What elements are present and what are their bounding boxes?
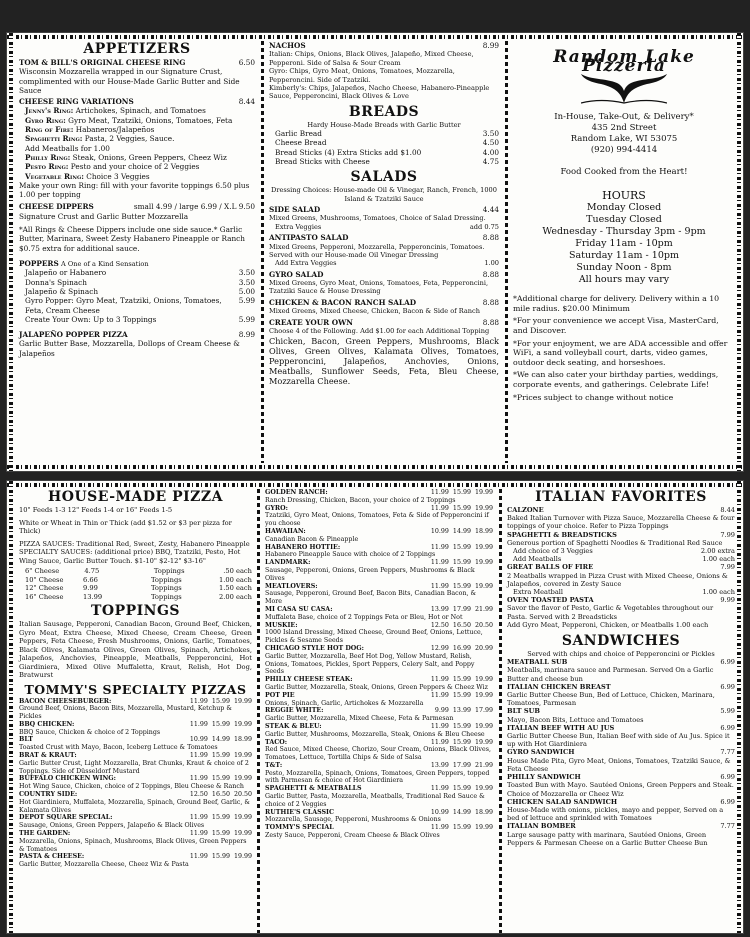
jpizza-desc: Garlic Butter Base, Mozzarella, Dollops of Cream Cheese & Jalapeños [19,339,240,358]
dippers-desc: Signature Crust and Garlic Butter Mozzarella [19,211,189,221]
specialty-pizza-desc: Ranch Dressing, Chicken, Bacon, your choice of 2 Toppings [265,496,456,504]
variation-item: Jenny's Ring: Artichokes, Spinach, and Tomatoes [25,106,206,116]
hours-title: HOURS [602,189,646,203]
dippers-title: CHEESE DIPPERS [19,202,94,212]
specialty-pizza-desc: Garlic Butter, Mozzarella, Steak, Onions, Green Peppers & Cheez Wiz [265,683,488,691]
specialty-pizza-name: HAWAIIAN: [265,527,306,535]
hours-line: Monday Closed [586,202,662,214]
salad-desc: Mixed Greens, Pepperoni, Mozzarella, Pepperoncinis, Tomatoes. Served with our House-made Oil Vinegar Dressing [269,242,485,259]
sandwich-name: ITALIAN BEEF WITH AU JUS [507,723,615,732]
info-note: *We can also cater your birthday parties, weddings, corporate events, and gatherings. Celebrate Life! [513,370,719,389]
size-row: 6" Cheese 4.75 Toppings .50 each [25,567,252,575]
address: 435 2nd Street [591,122,657,133]
size-row: 10" Cheese 6.66 Toppings 1.00 each [25,575,252,584]
balls-addon: Extra Meatball 1.00 each [513,588,735,597]
sandwich-name: MEATBALL SUB [507,658,568,667]
service-line: In-House, Take-Out, & Delivery* [554,111,694,122]
specialty-pizza-price: 11.99 15.99 19.99 [430,543,493,551]
hours-line: Sunday Noon - 8pm [576,262,672,274]
sandwich-price: 6.99 [720,773,735,782]
specialty-pizza-desc: Garlic Butter, Mozzarella Cheese, Cheez Wiz & Pasta [19,861,189,869]
salad-price: 8.88 [482,317,499,327]
spag-price: 7.99 [720,530,735,539]
salad-desc: Mixed Greens, Mushrooms, Tomatoes, Choice of Salad Dressing. [269,214,486,223]
oven-name: OVEN TOASTED PASTA [507,596,594,605]
specialty-pizza-price: 10.99 14.99 18.99 [430,808,493,816]
specialty-pizza-desc: Mozzarella, Sausage, Pepperoni, Mushrooms & Onions [265,816,441,824]
sauce-note: *All Rings & Cheese Dippers include one side sauce.* Garlic Butter, Marinara, Sweet Zesty Habanero Pineapple or Ranch $0.75 extra for additional sauce. [19,225,245,253]
spag-desc: Generous portion of Spaghetti Noodles & Traditional Red Sauce [507,538,723,547]
variations-title: CHEESE RING VARIATIONS [19,97,134,107]
specialty-pizza-name: MI CASA SU CASA: [265,605,333,613]
breads-subtitle: Hardy House-Made Breads with Garlic Butter [307,120,461,129]
specialty-pizza-price: 9.99 13.99 17.99 [434,707,493,715]
popper-item: Create Your Own: Up to 3 Toppings 5.99 [25,314,255,324]
specialty-pizza-price: 11.99 15.99 19.99 [430,559,493,567]
sandwich-price: 6.99 [720,682,735,691]
sandwich-desc: Large sausage patty with marinara, Sautéed Onions, Green Peppers & Parmesan Cheese on a Garlic Butter Cheese Bun [507,830,708,847]
specialty-pizza [265,544,493,560]
nachos-price: 8.99 [482,41,499,50]
specialty-pizza-name: GOLDEN RANCH: [265,489,328,496]
specialty-pizza-desc: Habanero Pineapple Sauce with choice of 2 Toppings [265,551,436,559]
salad-name: SIDE SALAD [269,205,321,215]
salad-name: CHICKEN & BACON RANCH SALAD [269,297,417,307]
specialty-pizza-name: HABANERO HOTTIE: [265,543,341,551]
size-row: 12" Cheese 9.99 Toppings 1.50 each [25,584,252,592]
variation-item: Gyro Ring: Gyro Meat, Tzatziki, Onions, Tomatoes, Feta [25,115,233,125]
sandwich [507,724,735,749]
specialty-pizza [265,692,493,708]
sandwich-name: BLT SUB [507,707,540,716]
specialty-pizza-desc: Mozzarella, Onions, Spinach, Mushrooms, Black Olives, Green Peppers & Tomatoes [19,837,247,853]
salad-desc: Mixed Greens, Mixed Cheese, Chicken, Bacon & Side of Ranch [269,307,480,316]
specialty-pizza [265,489,493,505]
crust-line: White or Wheat in Thin or Thick (add $1.52 or $3 per pizza for Thick) [19,518,232,535]
oven-desc: Savor the flavor of Pesto, Garlic & Vegetables throughout our Pasta. Served with 2 Breadsticks [507,604,714,621]
specialty-pizza-name: GYRO: [265,504,288,512]
poppers-subtitle: A One of a Kind Sensation [61,259,149,268]
salad-extra: Add Extra Veggies 1.00 [275,259,499,268]
specialty-pizza-name: COUNTRY SIDE: [19,791,78,799]
breads-title: BREADS [348,103,420,120]
phone: (920) 994-4414 [590,144,658,155]
specialty-pizza [265,622,493,645]
restaurant-logo: Random Lake Pizzeria [553,47,695,77]
salad-desc: Choose 4 of the Following. Add $1.00 for each Additional Topping [269,326,490,335]
specialty-pizza-price: 11.99 15.99 19.99 [430,722,493,730]
menu-top-panel [6,32,744,472]
nachos-title: NACHOS [269,41,306,50]
sandwich [507,798,735,823]
salad-price: 8.88 [482,297,499,307]
nachos-breads-salads-section [269,41,499,386]
specialty-pizza-price: 11.99 15.99 19.99 [430,676,493,684]
jpizza-price: 8.99 [238,330,255,340]
specialty-pizza-desc: Garlic Butter, Pasta, Mozzarella, Meatballs, Traditional Red Sauce & choice of 2 Veggies [265,793,485,808]
bread-item: Cheese Bread 4.50 [275,138,499,148]
specialty-pizza-desc: Ground Beef, Onions, Bacon Bits, Mozzarella, Mustard, Ketchup & Pickles [19,705,232,721]
specialty-pizza-price: 11.99 15.99 19.99 [430,785,493,793]
sandwich-desc: Meatballs, marinara sauce and Parmesan. Served On a Garlic Butter and cheese bun [507,666,714,683]
specialty-pizza-name: MEATLOVERS: [265,582,318,590]
oven-price: 9.99 [720,596,735,605]
specialty-pizza-desc: Sausage, Pepperoni, Onions, Green Peppers, Mushrooms & Black Olives [265,566,475,582]
pizza-sauces: PIZZA SAUCES: Traditional Red, Sweet, Zesty, Habanero Pineapple [19,539,250,548]
sandwich-price: 6.99 [720,658,735,667]
info-note: *Additional charge for delivery. Delivery within a 10 mile radius. $20.00 Minimum [513,294,720,313]
specialty-pizza [19,698,252,721]
specialty-pizza-desc: Tzatziki, Gyro Meat, Onions, Tomatoes, Feta & Side of Pepperoncini if you choose [265,512,489,528]
sandwich-desc: House Made Pita, Gyro Meat, Onions, Tomatoes, Tzatziki Sauce, & Feta Cheese [507,756,731,773]
info-note: *For your enjoyment, we are ADA accessible and offer WiFi, a sand volleyball court, darts, video games, outdoor deck seating, and horseshoes. [513,338,728,367]
specialty-title: TOMMY'S SPECIALTY PIZZAS [24,681,247,697]
italian-sandwich-section [507,489,735,847]
appetizers-section [19,41,255,358]
specialty-pizza [265,739,493,762]
specialty-pizza-desc: Sausage, Pepperoni, Ground Beef, Bacon Bits, Canadian Bacon, & More [265,590,477,606]
salad-name: ANTIPASTO SALAD [269,233,349,243]
whale-tail-icon [581,74,667,104]
specialty-pizza-desc: Pesto, Mozzarella, Spinach, Onions, Tomatoes, Green Peppers, topped with Parmesan & choice of Hot Giardiniera [265,769,490,785]
specialty-pizza [265,707,493,723]
variation-item: Spaghetti Ring: Pasta, 2 Veggies, Sauce. [25,134,175,144]
specialty-pizza-desc: Hot Wing Sauce, Chicken, choice of 2 Toppings, Bleu Cheese & Ranch [19,783,244,791]
sandwich [507,707,735,723]
specialty-pizza-price: 11.99 15.99 19.99 [189,720,252,728]
salad-price: 8.88 [482,269,499,279]
specialty-pizza-name: SPAGHETTI & MEATBALLS [265,785,362,793]
specialty-pizza [265,723,493,739]
spag-addon: Add choice of 3 Veggies 2.00 extra [513,547,735,556]
balls-name: GREAT BALLS OF FIRE [507,563,594,572]
salad-desc: Mixed Greens, Gyro Meat, Onions, Tomatoes, Feta, Pepperoncini, Tzatziki Sauce & House Dressing [269,279,489,296]
specialty-pizza-name: TACO: [265,738,288,746]
specialty-pizza [265,645,493,676]
restaurant-info [513,43,735,402]
specialty-pizza-name: STEAK & BLEU: [265,722,322,730]
city: Random Lake, WI 53075 [570,133,678,144]
specialty-pizza-price: 11.99 15.99 19.99 [189,752,252,760]
sandwich-desc: House-Made with onions, pickles, mayo and pepper, Served on a bed of lettuce and sprinkled with Tomatoes [507,805,724,823]
sandwich-name: ITALIAN BOMBER [507,822,576,831]
specialty-pizza [265,809,493,825]
specialty-pizza-price: 11.99 15.99 19.99 [189,814,252,822]
sandwich-price: 7.77 [720,822,735,831]
toppings-title: TOPPINGS [90,603,181,619]
specialty-pizza-name: POT PIE [265,691,295,699]
sandwich-desc: Toasted Bun with Mayo. Sautéed Onions, Green Peppers and Steak. Choice of Mozzarella or Cheez Wiz [507,781,734,798]
salad-extra: Extra Veggies add 0.75 [275,222,499,231]
specialty-pizza [265,528,493,544]
sandwich-price: 5.99 [720,707,735,716]
sandwich-price: 6.99 [720,797,735,806]
appetizers-title: APPETIZERS [83,41,191,57]
spag-addon: Add Meatballs 1.00 each [513,555,735,564]
specialty-pizza-name: LANDMARK: [265,559,311,567]
specialty-pizza [19,814,252,830]
hours-line: All hours may vary [578,274,670,286]
poppers-title: POPPERS [19,258,59,268]
cheese-ring-desc: Wisconsin Mozzarella wrapped in our Signature Crust, complimented with our House-Made Garlic Butter and Side Sauce [19,67,240,95]
jpizza-title: JALAPEÑO POPPER PIZZA [19,330,128,340]
info-note: *Prices subject to change without notice [513,392,674,402]
specialty-pizza [265,762,493,785]
specialty-pizza-desc: Garlic Butter, Mushrooms, Mozzarella, Steak, Onions & Bleu Cheese [265,730,485,738]
popper-item: Gyro Popper: Gyro Meat, Tzatziki, Onions, Tomatoes, Feta, Cream Cheese 5.99 [25,296,255,315]
salad-name: CREATE YOUR OWN [269,317,353,327]
variation-item: Philly Ring: Steak, Onions, Green Peppers, Cheez Wiz [25,152,227,162]
specialty-pizza [265,785,493,808]
variation-item: Vegetable Ring: Choice 3 Veggies [25,171,150,181]
italian-title: ITALIAN FAVORITES [535,489,707,505]
sandwich [507,683,735,708]
dippers-prices: small 4.99 / large 6.99 / X.L 9.50 [133,202,255,212]
specialty-pizza [265,559,493,582]
variation-item: Ring of Fire: Habaneros/Jalapeños [25,125,155,135]
salad-create-list: Chicken, Bacon, Green Peppers, Mushrooms, Black Olives, Green Olives, Kalamata Olives, Tomatoes, Pepperoncini, Jalapeños, Anchovies, Onions, Meatballs, Sunflower Seeds, Feta, Bleu Cheese, Mozzarella Cheese. [269,336,499,387]
specialty-pizza-name: RUTHIE'S CLASSIC [265,808,335,816]
salads-dressing: Dressing Choices: House-made Oil & Vinegar, Ranch, French, 1000 Island & Tzatziki Sauce [271,186,497,203]
size-row: 16" Cheese 13.99 Toppings 2.00 each [25,592,252,601]
specialty-pizza-name: MUSKIE: [265,621,298,629]
specialty-pizza-name: PASTA & CHEESE: [19,853,85,861]
sandwich [507,773,735,798]
variation-item: Add Meatballs for 1.00 [25,143,110,153]
hours-line: Tuesday Closed [586,214,662,226]
specialty-pizza-price: 11.99 15.99 19.99 [430,489,493,496]
specialty-pizza-name: REGGIE WHITE: [265,707,324,715]
salads-title: SALADS [350,169,418,186]
specialty-pizza-name: BACON CHEESEBURGER: [19,697,112,705]
sandwiches-subtitle: Served with chips and choice of Pepperoncini or Pickles [527,650,715,659]
specialty-pizza-name: T&T: [265,761,283,769]
hours-line: Saturday 11am - 10pm [569,250,679,262]
specialty-pizza [265,676,493,692]
specialty-pizza-price: 12.50 16.50 20.50 [189,791,252,799]
calzone-price: 8.44 [720,506,735,514]
specialty-pizza-price: 10.99 14.99 18.99 [189,736,252,744]
specialty-pizza-desc: Sausage, Onions, Green Peppers, Jalapeño & Black Olives [19,822,205,830]
specialty-pizza-price: 11.99 15.99 19.99 [189,775,252,783]
cheese-ring-name: TOM & BILL'S ORIGINAL CHEESE RING [19,58,186,67]
info-note: *For your convenience we accept Visa, MasterCard, and Discover. [513,316,719,335]
nachos-kimberly: Kimberly's: Chips, Jalapeños, Nacho Cheese, Habanero-Pineapple Sauce, Pepperoncini, Black Olives & Love [269,83,490,101]
specialty-pizza [19,853,252,869]
specialty-pizza-desc: Muffaleta Base, choice of 2 Toppings Feta or Bleu, Hot or Not [265,613,463,621]
sandwich-desc: Mayo, Bacon Bits, Lettuce and Tomatoes [507,715,644,724]
specialty-pizza-name: CHICAGO STYLE HOT DOG: [265,644,364,652]
balls-price: 7.99 [720,563,735,572]
popper-item: Jalapeño & Spinach 5.00 [25,286,255,296]
specialty-pizza-desc: Toasted Crust with Mayo, Bacon, Iceberg Lettuce & Tomatoes [19,744,218,752]
hours-line: Wednesday - Thursday 3pm - 9pm [542,226,706,238]
specialty-pizza-price: 11.99 15.99 19.99 [430,504,493,512]
specialty-pizza-price: 13.99 17.99 21.99 [430,761,493,769]
specialty-pizza [19,721,252,737]
specialty-pizza-name: TOMMY'S SPECIAL [265,824,334,832]
sandwich [507,748,735,773]
specialty-pizza-name: BLT [19,736,33,744]
salad-name: GYRO SALAD [269,269,324,279]
sandwich-price: 6.99 [720,723,735,732]
sandwich-desc: Garlic Butter Cheese Bun, Italian Beef with side of Au Jus. Spice it up with Hot Giardiniera [507,732,730,749]
specialty-pizza-price: 11.99 15.99 19.99 [430,824,493,832]
salad-price: 4.44 [482,205,499,215]
specialty-pizza-desc: Red Sauce, Mixed Cheese, Chorizo, Sour Cream, Onions, Black Olives, Tomatoes, Lettuce, Tortilla Chips & Side of Salsa [265,746,491,762]
specialty-pizza-desc: BBQ Sauce, Chicken & choice of 2 Toppings [19,728,161,736]
sandwich-name: CHICKEN SALAD SANDWICH [507,797,618,806]
sizes-line: 10" Feeds 1-3 12" Feeds 1-4 or 16" Feeds 1-5 [19,506,173,514]
specialty-pizza-name: THE GARDEN: [19,830,71,838]
nachos-gyro: Gyro: Chips, Gyro Meat, Onions, Tomatoes, Mozzarella, Pepperoncini. Side of Tzatziki. [269,67,455,84]
bread-item: Bread Sticks (4) Extra Sticks add $1.00 4.00 [275,147,499,157]
specialty-pizza [265,606,493,622]
bread-item: Bread Sticks with Cheese 4.75 [275,157,499,167]
specialty-pizza-price: 10.99 14.99 18.99 [430,527,493,535]
toppings-list: Italian Sausage, Pepperoni, Canadian Bacon, Ground Beef, Chicken, Gyro Meat, Extra Cheese, Mixed Cheese, Cream Cheese, Green Peppers, Feta Cheese, Fresh Mushrooms, Onions, Garlic, Tomatoes, Black Olives, Kalamata Olives, Green Olives, Spinach, Artichokes, Jalapeños, Anchovies, Pineapple, Meatballs, Pepperoncini, Hot Giardiniera, Mixed Olive Muffaletta, Kraut, Relish, Hot Dog, Bratwurst [19,620,252,679]
specialty-pizza-price: 12.99 16.99 20.99 [430,644,493,652]
specialty-pizza-price: 11.99 15.99 19.99 [189,853,252,861]
specialty-pizza [19,830,252,853]
specialty-pizza [265,505,493,528]
specialty-pizza-name: PHILLY CHEESE STEAK: [265,676,353,684]
specialty-pizza-name: BRAT & KRAUT: [19,752,77,760]
spag-name: SPAGHETTI & BREADSTICKS [507,530,617,539]
sandwiches-title: SANDWICHES [561,633,681,650]
specialty-pizzas-section [265,489,493,840]
cheese-ring-price: 6.50 [238,58,255,67]
specialty-pizza [19,736,252,752]
oven-addon: Add Gyro Meat, Pepperoni, Chicken, or Meatballs 1.00 each [507,620,709,629]
specialty-pizza-desc: Garlic Butter, Mozzarella, Beef Hot Dog, Yellow Mustard, Relish, Onions, Tomatoes, Pickles, Sport Peppers, Celery Salt, and Poppy Seeds [265,652,475,676]
popper-item: Donna's Spinach 3.50 [25,277,255,287]
specialty-pizza-name: DEPOT SQUARE SPECIAL: [19,814,113,822]
nachos-desc: Italian: Chips, Onions, Black Olives, Jalapeño, Mixed Cheese, Pepperoni. Side of Salsa & Sour Cream [269,50,474,67]
sandwich [507,658,735,683]
sandwich-price: 7.77 [720,748,735,757]
house-pizza-title: HOUSE-MADE PIZZA [48,489,223,505]
specialty-pizza [265,583,493,606]
popper-item: Jalapeño or Habanero 3.50 [25,268,255,278]
salad-price: 8.88 [482,233,499,243]
specialty-pizza [19,775,252,791]
calzone-desc: Baked Italian Turnover with Pizza Sauce, Mozzarella Cheese & four toppings of your choice. Refer to Pizza Toppings [507,514,735,531]
calzone-name: CALZONE [507,506,544,514]
specialty-sauces: SPECIALTY SAUCES: (additional price) BBQ, Tzatziki, Pesto, Hot Wing Sauce, Garlic Butter Touch. $1-10" $2-12" $3-16" [19,548,241,565]
variation-item: Pesto Ring: Pesto and your choice of 2 Veggies [25,162,200,172]
bread-item: Garlic Bread 3.50 [275,129,499,139]
specialty-pizza-name: BBQ CHICKEN: [19,720,75,728]
specialty-pizza-desc: Garlic Butter Crust, Light Mozzarella, Brat Chunks, Kraut & choice of 2 Toppings. Side of Düsseldorf Mustard [19,759,249,775]
specialty-pizza-price: 11.99 15.99 19.99 [430,691,493,699]
specialty-pizza-desc: 1000 Island Dressing, Mixed Cheese, Ground Beef, Onions, Lettuce, Pickles & Sesame Seeds [265,629,483,645]
hours-line: Friday 11am - 10pm [575,238,673,250]
specialty-pizza-desc: Onions, Spinach, Garlic, Artichokes & Mozzarella [265,699,424,707]
menu-bottom-panel [6,480,744,934]
specialty-pizza-price: 11.99 15.99 19.99 [430,738,493,746]
specialty-pizza-price: 11.99 15.99 19.99 [189,697,252,705]
sandwich [507,822,735,847]
specialty-pizza-desc: Hot Giardiniera, Muffaleta, Mozzarella, Spinach, Ground Beef, Garlic, & Kalamata Olives [19,798,251,814]
sandwich-desc: Garlic Butter Cheese Bun, Bed of Lettuce, Chicken, Marinara, Tomatoes, Parmesan [507,691,715,708]
sandwich-name: ITALIAN CHICKEN BREAST [507,682,611,691]
sandwich-name: PHILLY SANDWICH [507,773,581,782]
specialty-pizza-desc: Garlic Butter, Mozzarella, Mixed Cheese, Feta & Parmesan [265,715,454,723]
specialty-pizza-price: 11.99 15.99 19.99 [189,830,252,838]
specialty-pizza-desc: Zesty Sauce, Pepperoni, Cream Cheese & Black Olives [265,832,440,840]
sandwich-name: GYRO SANDWICH [507,748,575,757]
specialty-pizza [19,752,252,775]
tagline: Food Cooked from the Heart! [560,166,688,177]
variations-price: 8.44 [238,97,255,107]
specialty-pizza [19,791,252,814]
specialty-pizza [265,824,493,840]
make-own-ring: Make your own Ring: fill with your favorite toppings 6.50 plus 1.00 per topping [19,180,250,200]
balls-desc: 2 Meatballs wrapped in Pizza Crust with Mixed Cheese, Onions & Jalapeños, covered in Zesty Sauce [507,571,728,588]
specialty-pizza-price: 11.99 15.99 19.99 [430,582,493,590]
specialty-pizza-desc: Canadian Bacon & Pineapple [265,535,359,543]
specialty-pizza-name: BUFFALO CHICKEN WING: [19,775,116,783]
specialty-pizza-price: 12.50 16.50 20.50 [430,621,493,629]
house-pizza-section [19,489,252,869]
specialty-pizza-price: 13.99 17.99 21.99 [430,605,493,613]
